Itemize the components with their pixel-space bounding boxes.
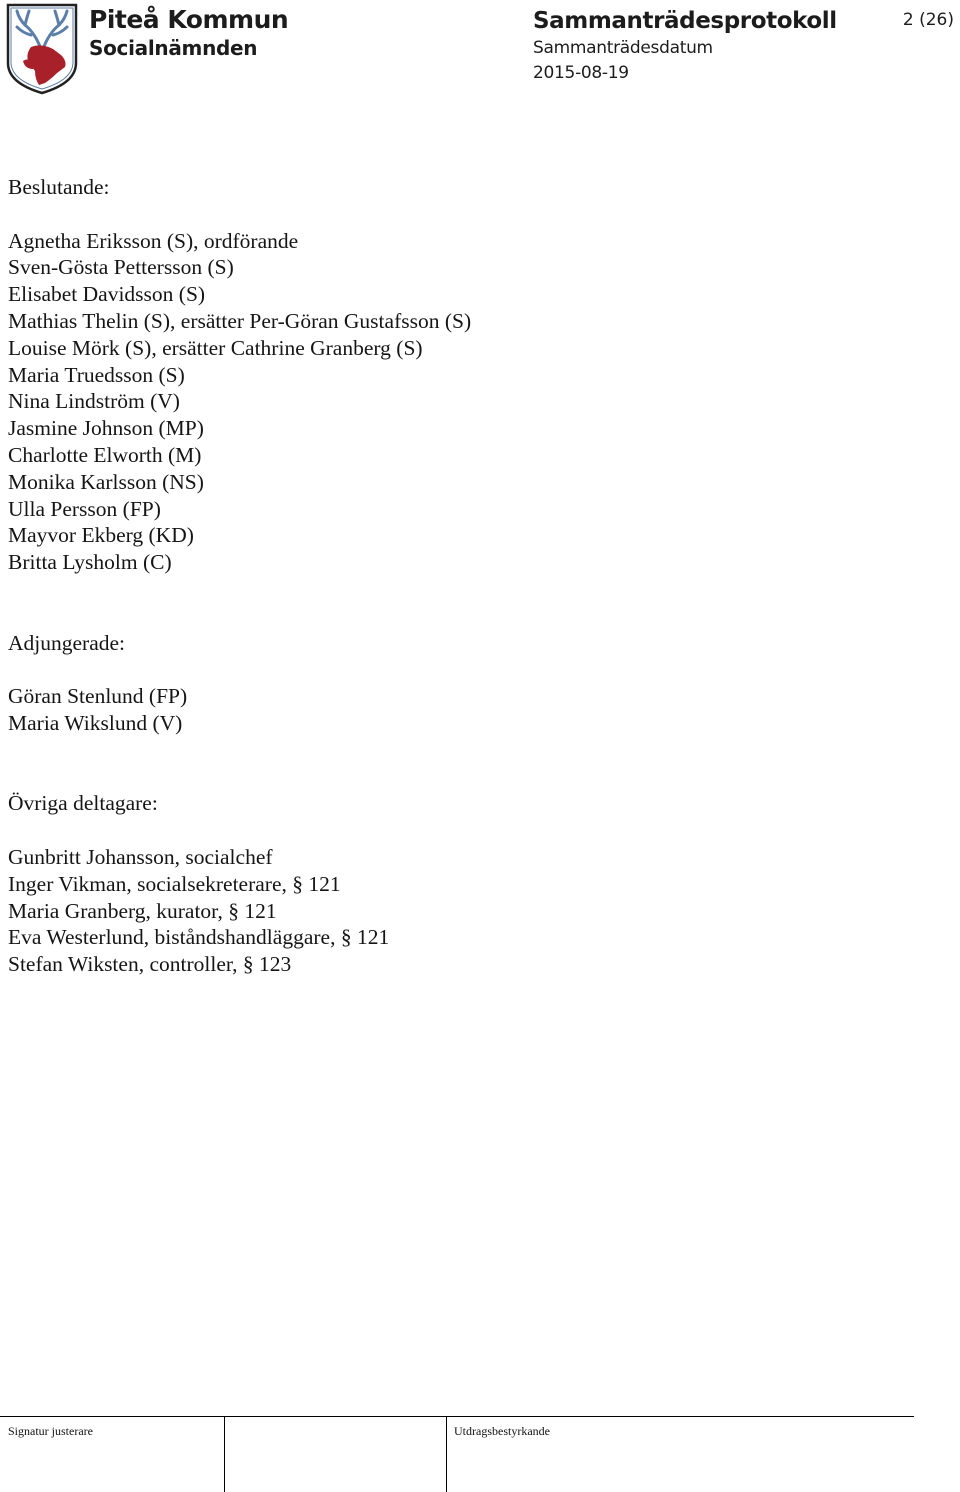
municipality-name: Piteå Kommun [89, 5, 289, 34]
list-item: Maria Granberg, kurator, § 121 [8, 898, 277, 923]
list-item: Gunbritt Johansson, socialchef [8, 844, 273, 869]
list-item: Göran Stenlund (FP) [8, 684, 188, 709]
footer-divider [446, 1416, 447, 1492]
other-participants-heading: Övriga deltagare: [8, 791, 158, 816]
decision-makers-list [8, 228, 471, 576]
list-item: Ulla Persson (FP) [8, 496, 161, 521]
list-item: Mayvor Ekberg (KD) [8, 523, 194, 548]
list-item: Elisabet Davidsson (S) [8, 282, 206, 307]
list-item: Agnetha Eriksson (S), ordförande [8, 228, 299, 253]
certification-label: Utdragsbestyrkande [454, 1424, 550, 1438]
other-participants-list [8, 844, 471, 978]
footer-rule [0, 1416, 914, 1417]
adjunct-list [8, 683, 471, 737]
list-item: Jasmine Johnson (MP) [8, 416, 204, 441]
list-item: Eva Westerlund, biståndshandläggare, § 121 [8, 925, 390, 950]
list-item: Inger Vikman, socialsekreterare, § 121 [8, 871, 341, 896]
list-item: Stefan Wiksten, controller, § 123 [8, 952, 292, 977]
list-item: Charlotte Elworth (M) [8, 442, 202, 467]
list-item: Maria Wikslund (V) [8, 710, 183, 735]
list-item: Maria Truedsson (S) [8, 362, 185, 387]
adjunct-heading: Adjungerade: [8, 630, 126, 655]
footer-divider [224, 1416, 225, 1492]
list-item: Louise Mörk (S), ersätter Cathrine Granberg (S) [8, 335, 423, 360]
list-item: Mathias Thelin (S), ersätter Per-Göran Gustafsson (S) [8, 308, 472, 333]
municipality-crest-logo [5, 3, 79, 95]
page-number: 2 (26) [902, 10, 954, 30]
meeting-date-value: 2015-08-19 [533, 63, 629, 83]
signature-label: Signatur justerare [8, 1424, 93, 1438]
list-item: Monika Karlsson (NS) [8, 469, 204, 494]
list-item: Nina Lindström (V) [8, 389, 180, 414]
list-item: Britta Lysholm (C) [8, 550, 172, 575]
document-title: Sammanträdesprotokoll [533, 8, 837, 34]
committee-name: Socialnämnden [89, 36, 258, 60]
decision-makers-heading: Beslutande: [8, 175, 110, 199]
document-header [533, 6, 837, 86]
protocol-body [8, 174, 471, 978]
organisation-header [89, 4, 288, 61]
list-item: Sven-Gösta Pettersson (S) [8, 255, 234, 280]
meeting-date-label: Sammanträdesdatum [533, 38, 713, 58]
